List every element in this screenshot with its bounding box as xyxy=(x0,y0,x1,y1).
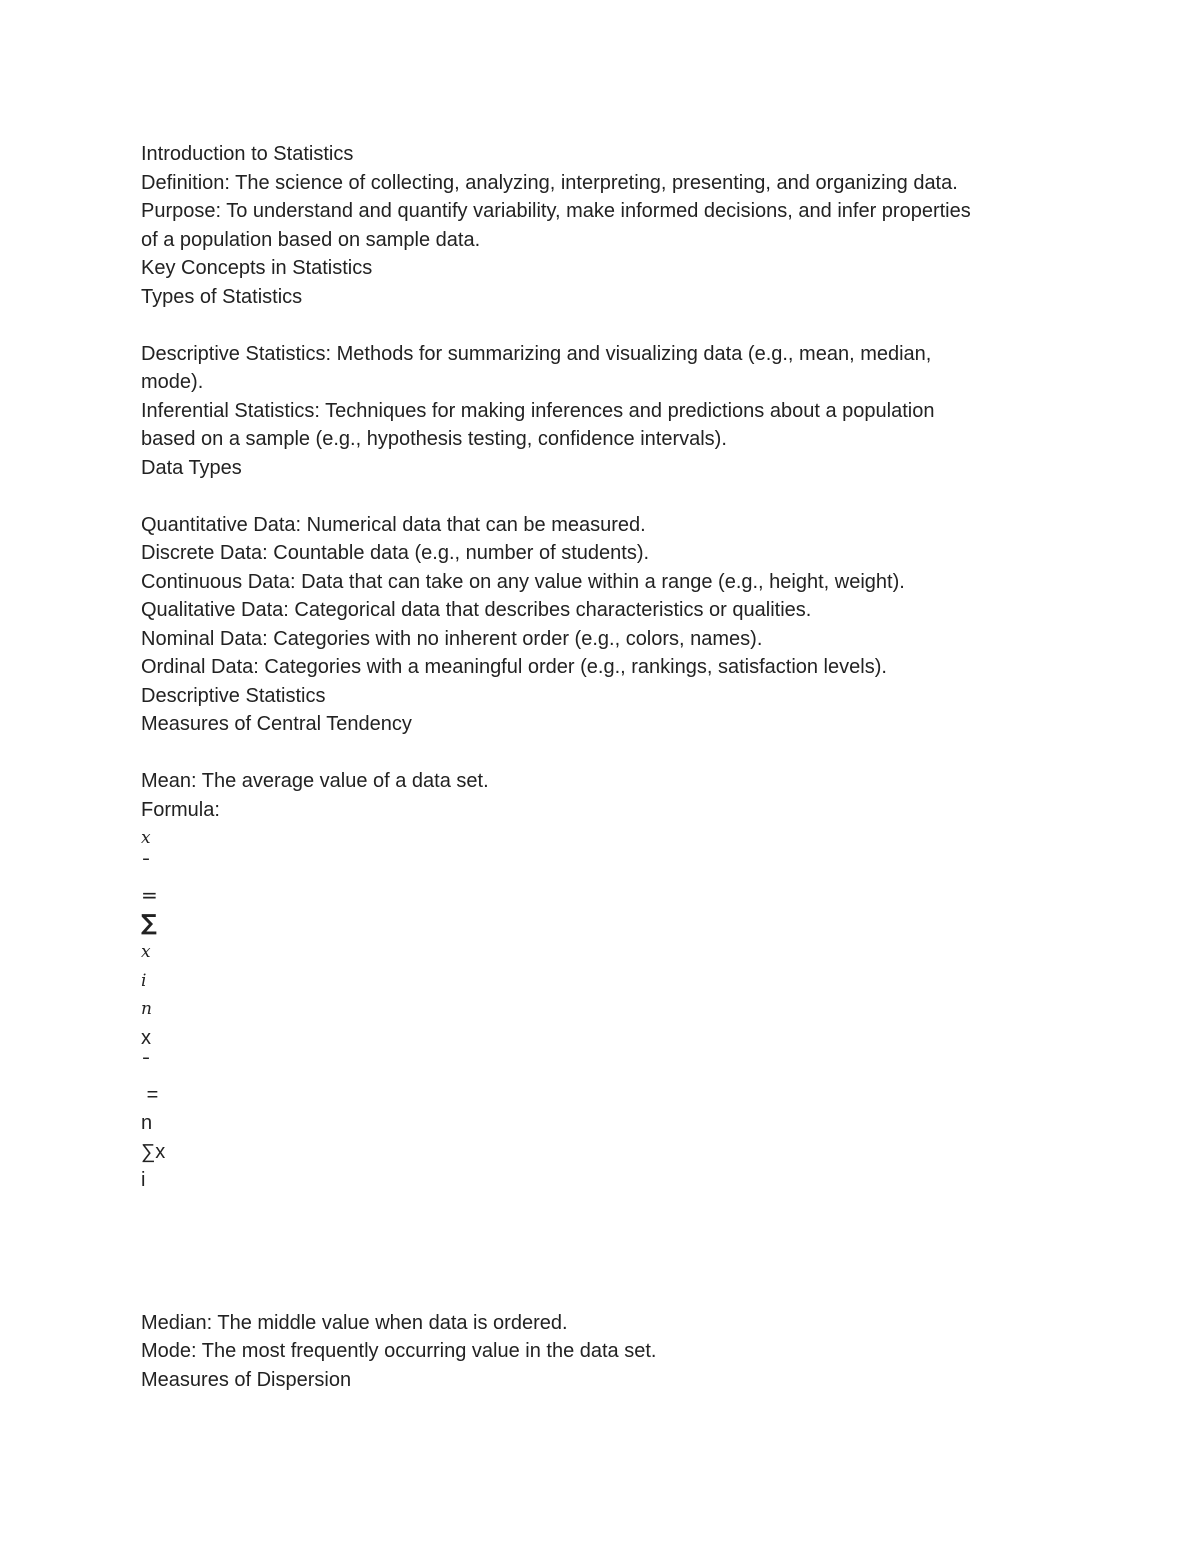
purpose-text-line-2: of a population based on sample data. xyxy=(141,228,481,251)
data-type-item: Continuous Data: Data that can take on any value within a range (e.g., height, weight). xyxy=(141,570,905,593)
formula-glyph: n xyxy=(141,1112,153,1134)
descriptive-statistics-line-1: Descriptive Statistics: Methods for summarizing and visualizing data (e.g., mean, median, xyxy=(141,342,932,365)
formula-glyph: 𝑛 xyxy=(141,999,152,1019)
formula-glyph: 𝑥 xyxy=(141,828,151,848)
mode-definition: Mode: The most frequently occurring value in the data set. xyxy=(141,1340,657,1362)
median-definition: Median: The middle value when data is ordered. xyxy=(141,1311,568,1334)
formula-glyph: ˉ xyxy=(141,1054,151,1078)
key-concepts-heading: Key Concepts in Statistics xyxy=(141,257,373,279)
inferential-statistics-line-1: Inferential Statistics: Techniques for making inferences and predictions about a population xyxy=(141,399,935,422)
descriptive-statistics-line-2: mode). xyxy=(141,371,204,393)
formula-glyph: ∑x xyxy=(141,1140,166,1163)
data-types-heading: Data Types xyxy=(141,456,242,479)
types-of-statistics-heading: Types of Statistics xyxy=(141,285,303,308)
data-type-item: Nominal Data: Categories with no inherent order (e.g., colors, names). xyxy=(141,627,763,650)
formula-glyph: = xyxy=(141,1083,159,1106)
formula-label: Formula: xyxy=(141,798,220,821)
descriptive-statistics-heading: Descriptive Statistics xyxy=(141,684,326,707)
central-tendency-heading: Measures of Central Tendency xyxy=(141,713,412,735)
document-body xyxy=(141,140,1061,1394)
blank-space xyxy=(141,1195,1061,1309)
blank-line xyxy=(141,311,1061,340)
data-type-item: Quantitative Data: Numerical data that can be measured. xyxy=(141,513,646,536)
purpose-text-line-1: Purpose: To understand and quantify variability, make informed decisions, and infer properties xyxy=(141,200,971,222)
formula-glyph: = xyxy=(141,883,158,907)
data-type-item: Discrete Data: Countable data (e.g., number of students). xyxy=(141,542,650,564)
dispersion-heading: Measures of Dispersion xyxy=(141,1368,352,1391)
inferential-statistics-line-2: based on a sample (e.g., hypothesis testing, confidence intervals). xyxy=(141,428,727,450)
formula-glyph: x xyxy=(141,1026,151,1049)
data-type-item: Ordinal Data: Categories with a meaningful order (e.g., rankings, satisfaction levels). xyxy=(141,656,887,678)
formula-glyph: 𝑖 xyxy=(141,970,147,991)
formula-glyph: ∑ xyxy=(141,910,157,936)
blank-line xyxy=(141,739,1061,768)
formula-glyph: 𝑥 xyxy=(141,942,151,962)
data-type-item: Qualitative Data: Categorical data that describes characteristics or qualities. xyxy=(141,599,812,621)
formula-glyph: i xyxy=(141,1169,146,1191)
intro-heading: Introduction to Statistics xyxy=(141,143,354,165)
blank-line xyxy=(141,482,1061,511)
definition-text: Definition: The science of collecting, analyzing, interpreting, presenting, and organizing data. xyxy=(141,171,958,194)
mean-definition: Mean: The average value of a data set. xyxy=(141,770,489,792)
formula-glyph: ˉ xyxy=(141,854,151,879)
